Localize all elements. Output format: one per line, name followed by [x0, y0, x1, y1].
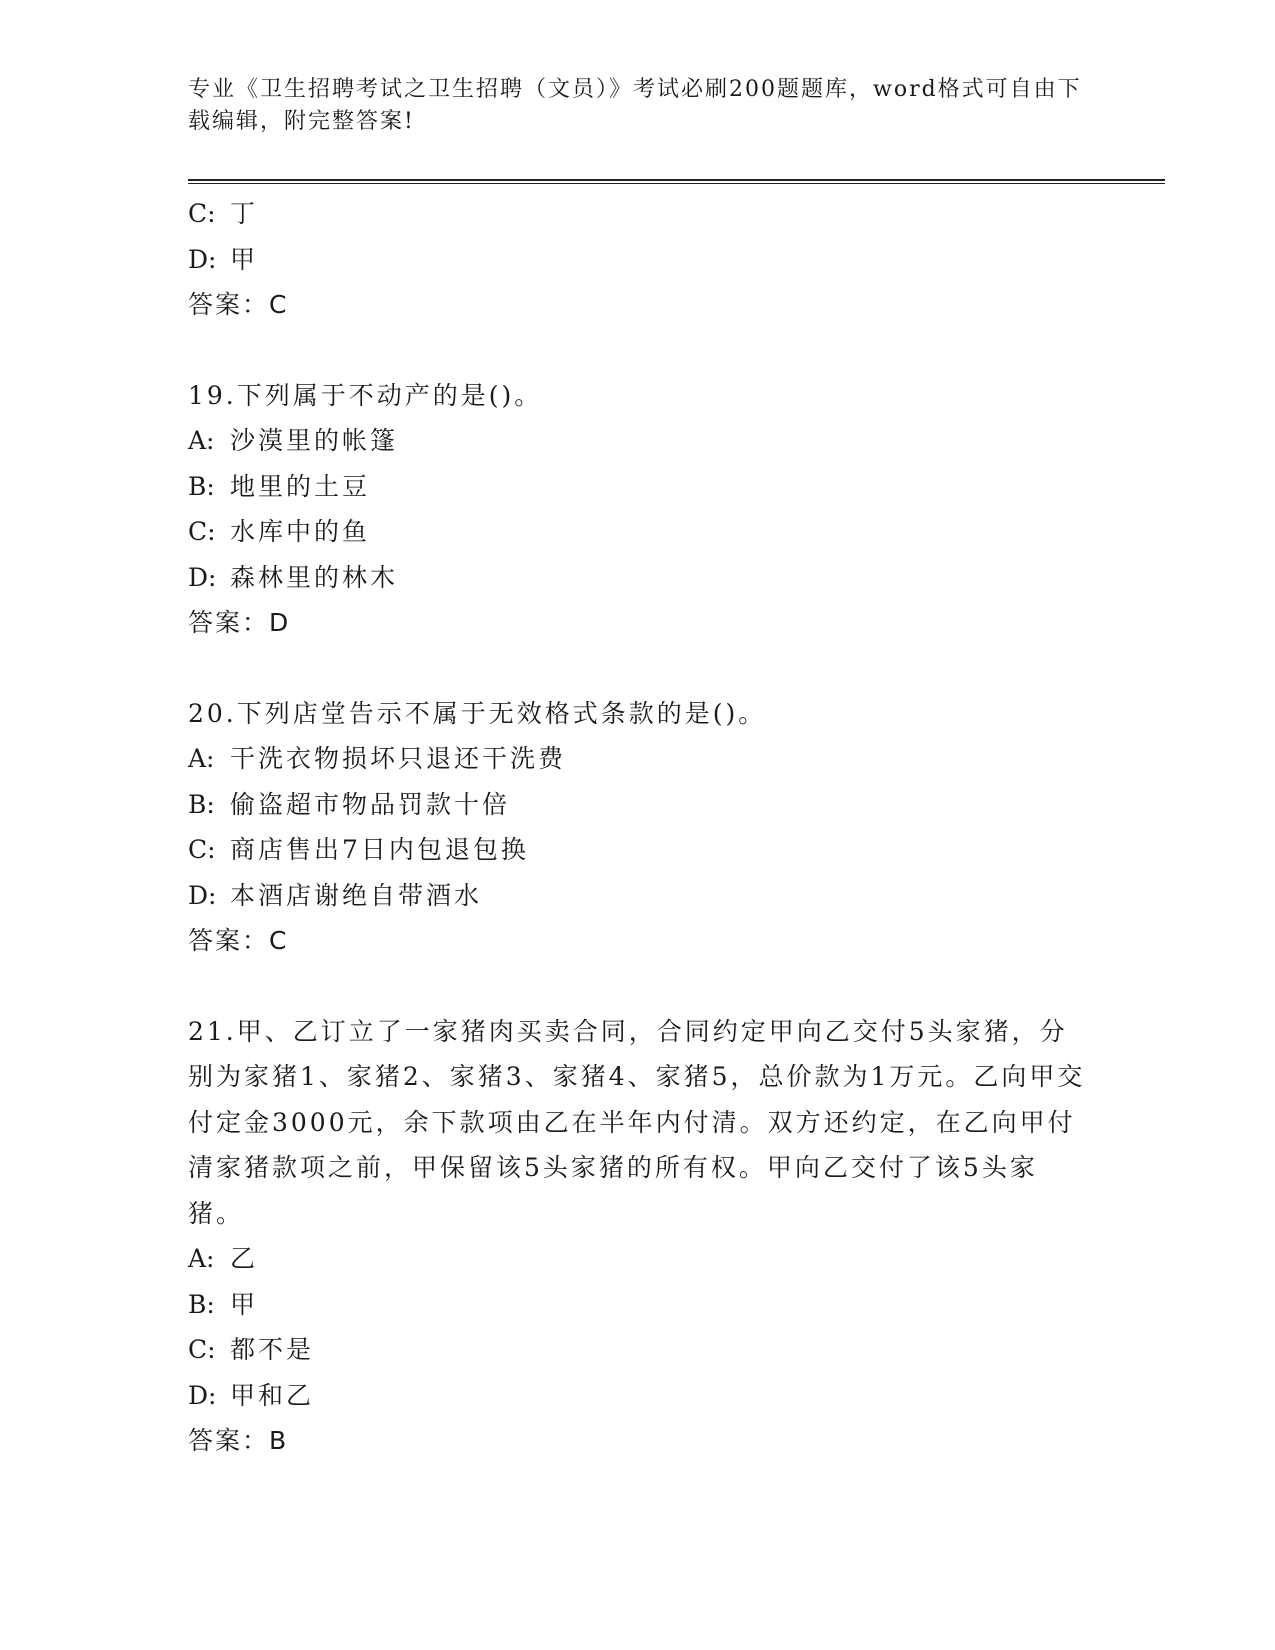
- option-text: 本酒店谢绝自带酒水: [230, 880, 483, 910]
- option-label: C:: [188, 835, 216, 864]
- option-text: 偷盗超市物品罚款十倍: [230, 789, 511, 819]
- option-text: 商店售出7日内包退包换: [230, 835, 529, 864]
- option-d: [188, 555, 1088, 601]
- option-text: 干洗衣物损坏只退还干洗费: [230, 744, 567, 773]
- option-d: [188, 873, 1088, 919]
- option-text: 甲: [230, 1289, 259, 1319]
- option-b: [188, 1282, 1088, 1328]
- option-label: D:: [188, 562, 217, 592]
- option-label: A:: [188, 426, 215, 455]
- question-19: [188, 373, 1088, 646]
- page-header: 专业《卫生招聘考试之卫生招聘（文员）》考试必刷200题题库，word格式可自由下载编辑，附完整答案!: [188, 77, 1082, 134]
- option-label: B:: [188, 1289, 215, 1319]
- option-label: C:: [188, 517, 216, 546]
- option-text: 甲和乙: [230, 1380, 315, 1410]
- option-c: [188, 827, 1088, 873]
- answer: 答案：C: [188, 290, 289, 319]
- answer: 答案：D: [188, 608, 291, 637]
- answer: 答案：B: [188, 1426, 289, 1455]
- option-text: 乙: [230, 1244, 259, 1273]
- option-a: [188, 736, 1088, 782]
- option-text: 森林里的林木: [230, 562, 399, 592]
- option-label: A:: [188, 1244, 215, 1273]
- option-text: 都不是: [230, 1335, 315, 1364]
- option-b: [188, 782, 1088, 828]
- option-label: C:: [188, 199, 216, 228]
- option-label: D:: [188, 244, 217, 274]
- option-d: [188, 237, 1088, 283]
- document-content: [188, 191, 1088, 1464]
- question-stem: 21.甲、乙订立了一家猪肉买卖合同，合同约定甲向乙交付5头家猪，分别为家猪1、家猪2、家猪3、家猪4、家猪5，总价款为1万元。乙向甲交付定金3000元，余下款项由乙在半年内付清。双方还约定，在乙向甲付清家猪款项之前，甲保留该5头家猪的所有权。甲向乙交付了该5头家猪。: [188, 1016, 1086, 1228]
- question-20: [188, 691, 1088, 964]
- option-c: [188, 509, 1088, 555]
- option-label: A:: [188, 744, 215, 773]
- option-text: 水库中的鱼: [230, 517, 371, 546]
- option-label: B:: [188, 471, 215, 501]
- answer: 答案：C: [188, 926, 289, 955]
- option-d: [188, 1373, 1088, 1419]
- option-a: [188, 1236, 1088, 1282]
- option-label: D:: [188, 1380, 217, 1410]
- option-text: 丁: [230, 199, 259, 228]
- option-c: [188, 191, 1088, 237]
- previous-question-tail: [188, 191, 1088, 328]
- option-b: [188, 464, 1088, 510]
- option-c: [188, 1327, 1088, 1373]
- option-text: 沙漠里的帐篷: [230, 426, 399, 455]
- option-text: 地里的土豆: [230, 471, 371, 501]
- question-stem: 20.下列店堂告示不属于无效格式条款的是()。: [188, 698, 767, 728]
- header-divider: [188, 179, 1165, 184]
- option-text: 甲: [230, 244, 259, 274]
- option-label: C:: [188, 1335, 216, 1364]
- question-stem: 19.下列属于不动产的是()。: [188, 380, 543, 410]
- question-21: [188, 1009, 1088, 1464]
- option-label: D:: [188, 880, 217, 910]
- option-a: [188, 418, 1088, 464]
- option-label: B:: [188, 789, 215, 819]
